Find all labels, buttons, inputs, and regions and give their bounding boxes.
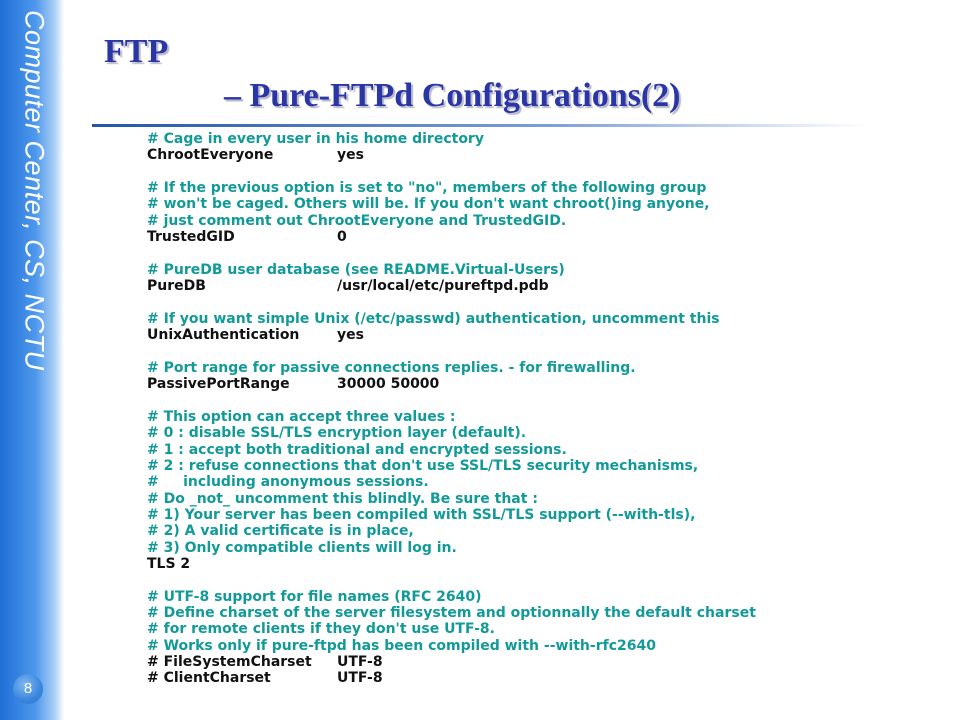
config-comment-line: # 1) Your server has been compiled with SSL/TLS support (--with-tls), bbox=[147, 506, 696, 523]
config-value: yes bbox=[337, 147, 364, 164]
blank-line bbox=[147, 343, 937, 359]
config-comment-line: # 2 : refuse connections that don't use SSL/TLS security mechanisms, bbox=[147, 457, 699, 474]
sidebar bbox=[0, 0, 64, 720]
sidebar-label: Computer Center, CS, NCTU bbox=[19, 10, 50, 371]
config-key: # ClientCharset bbox=[147, 670, 271, 687]
config-key: PassivePortRange bbox=[147, 376, 290, 393]
title-line-2: – Pure-FTPd Configurations(2) bbox=[224, 77, 681, 114]
config-comment-line: # Define charset of the server filesystem and optionnally the default charset bbox=[147, 604, 756, 621]
config-setting-line bbox=[147, 147, 937, 163]
config-key: TLS 2 bbox=[147, 555, 191, 572]
config-comment-line: # Port range for passive connections replies. - for firewalling. bbox=[147, 359, 636, 376]
config-key: ChrootEveryone bbox=[147, 147, 274, 164]
config-value: /usr/local/etc/pureftpd.pdb bbox=[337, 278, 549, 295]
config-value: UTF-8 bbox=[337, 670, 383, 687]
blank-line bbox=[147, 393, 937, 409]
config-listing bbox=[147, 131, 937, 687]
config-comment-line: # 1 : accept both traditional and encrypted sessions. bbox=[147, 441, 567, 458]
config-value: 0 bbox=[337, 229, 347, 246]
config-comment-line: # just comment out ChrootEveryone and TrustedGID. bbox=[147, 212, 567, 229]
config-comment-line: # This option can accept three values : bbox=[147, 408, 456, 425]
config-value: UTF-8 bbox=[337, 654, 383, 670]
title-divider bbox=[92, 124, 868, 127]
config-comment-line: # for remote clients if they don't use UTF-8. bbox=[147, 621, 495, 638]
config-key: PureDB bbox=[147, 278, 206, 295]
config-comment-line: # 0 : disable SSL/TLS encryption layer (default). bbox=[147, 425, 527, 442]
blank-line bbox=[147, 572, 937, 588]
config-key: UnixAuthentication bbox=[147, 327, 300, 344]
config-value: 30000 50000 bbox=[337, 376, 440, 393]
config-key: TrustedGID bbox=[147, 229, 235, 246]
config-comment-line: # Do _not_ uncomment this blindly. Be sure that : bbox=[147, 490, 538, 507]
config-comment-line: # won't be caged. Others will be. If you don't want chroot()ing anyone, bbox=[147, 196, 710, 213]
config-comment-line: # UTF-8 support for file names (RFC 2640) bbox=[147, 588, 482, 605]
config-comment-line: # If you want simple Unix (/etc/passwd) authentication, uncomment this bbox=[147, 310, 720, 327]
config-comment-line: # 3) Only compatible clients will log in. bbox=[147, 539, 457, 556]
config-setting-line bbox=[147, 654, 937, 670]
config-value: yes bbox=[337, 327, 364, 344]
config-setting-line bbox=[147, 376, 937, 392]
config-key: # FileSystemCharset bbox=[147, 654, 312, 670]
config-comment-line: # Works only if pure-ftpd has been compiled with --with-rfc2640 bbox=[147, 637, 656, 654]
slide-title bbox=[104, 30, 680, 118]
page-number: 8 bbox=[13, 674, 43, 704]
blank-line bbox=[147, 294, 937, 310]
blank-line bbox=[147, 245, 937, 261]
blank-line bbox=[147, 164, 937, 180]
config-comment-line: # If the previous option is set to "no", members of the following group bbox=[147, 180, 707, 197]
config-setting-line bbox=[147, 278, 937, 294]
config-setting-line bbox=[147, 670, 937, 686]
config-setting-line bbox=[147, 327, 937, 343]
config-setting-line bbox=[147, 229, 937, 245]
config-comment-line: # 2) A valid certificate is in place, bbox=[147, 523, 414, 540]
title-line-1: FTP bbox=[104, 33, 169, 70]
config-comment-line: # PureDB user database (see README.Virtual-Users) bbox=[147, 261, 565, 278]
config-comment-line: # including anonymous sessions. bbox=[147, 474, 429, 491]
config-comment-line: # Cage in every user in his home directory bbox=[147, 131, 484, 147]
config-setting-line bbox=[147, 556, 937, 572]
